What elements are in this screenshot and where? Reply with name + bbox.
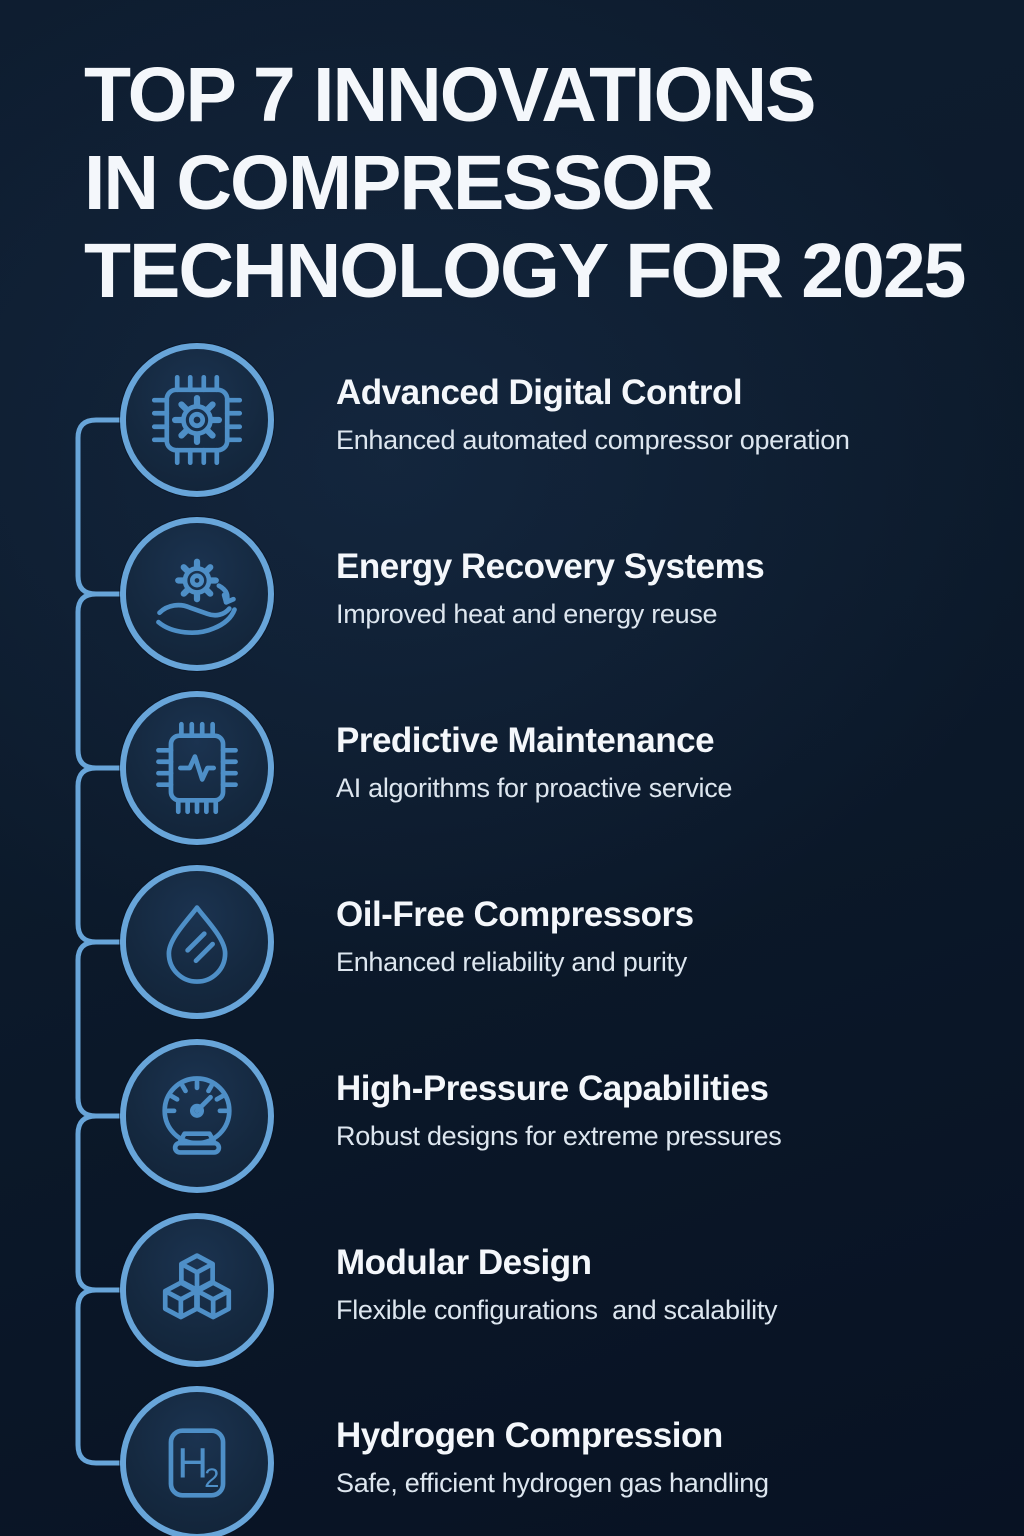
item-7-icon-circle	[120, 1386, 274, 1536]
item-title: Energy Recovery Systems	[336, 546, 765, 586]
item-title: Advanced Digital Control	[336, 372, 743, 412]
item-2-icon-circle	[120, 517, 274, 671]
h2-icon-label-sub: 2	[204, 1461, 220, 1493]
item-title: Modular Design	[336, 1242, 592, 1282]
innovation-item-7	[120, 1386, 769, 1536]
item-subtitle: Improved heat and energy reuse	[336, 598, 718, 629]
chip-gear-icon	[147, 370, 247, 470]
droplet-icon	[147, 892, 247, 992]
innovation-item-5	[120, 1039, 781, 1193]
gear-hand-icon	[147, 544, 247, 644]
h2-icon	[147, 1413, 247, 1513]
page-title-line-1: TOP 7 INNOVATIONS	[84, 52, 815, 138]
item-title: High-Pressure Capabilities	[336, 1068, 769, 1108]
h2-icon-label-main: H	[177, 1439, 209, 1488]
innovation-item-1	[120, 343, 850, 497]
item-subtitle: AI algorithms for proactive service	[336, 772, 733, 803]
innovation-item-4	[120, 865, 694, 1019]
item-6-icon-circle	[120, 1213, 274, 1367]
item-title: Hydrogen Compression	[336, 1415, 723, 1455]
item-title: Oil-Free Compressors	[336, 894, 694, 934]
item-subtitle: Enhanced reliability and purity	[336, 946, 687, 977]
item-subtitle: Flexible configurations and scalability	[336, 1294, 778, 1325]
innovation-item-6	[120, 1213, 777, 1367]
item-1-icon-circle	[120, 343, 274, 497]
page-title-line-3: TECHNOLOGY FOR 2025	[84, 227, 965, 314]
innovation-item-3	[120, 691, 732, 845]
gauge-icon	[147, 1066, 247, 1166]
item-title: Predictive Maintenance	[336, 720, 715, 760]
cubes-icon	[147, 1240, 247, 1340]
item-subtitle: Enhanced automated compressor operation	[336, 424, 850, 455]
item-4-icon-circle	[120, 865, 274, 1019]
item-subtitle: Robust designs for extreme pressures	[336, 1120, 782, 1151]
item-3-icon-circle	[120, 691, 274, 845]
item-subtitle: Safe, efficient hydrogen gas handling	[336, 1467, 769, 1498]
item-5-icon-circle	[120, 1039, 274, 1193]
chip-pulse-icon	[147, 718, 247, 818]
innovation-item-2	[120, 517, 764, 671]
page-title-line-2: IN COMPRESSOR	[84, 139, 713, 226]
page-title	[84, 52, 984, 315]
